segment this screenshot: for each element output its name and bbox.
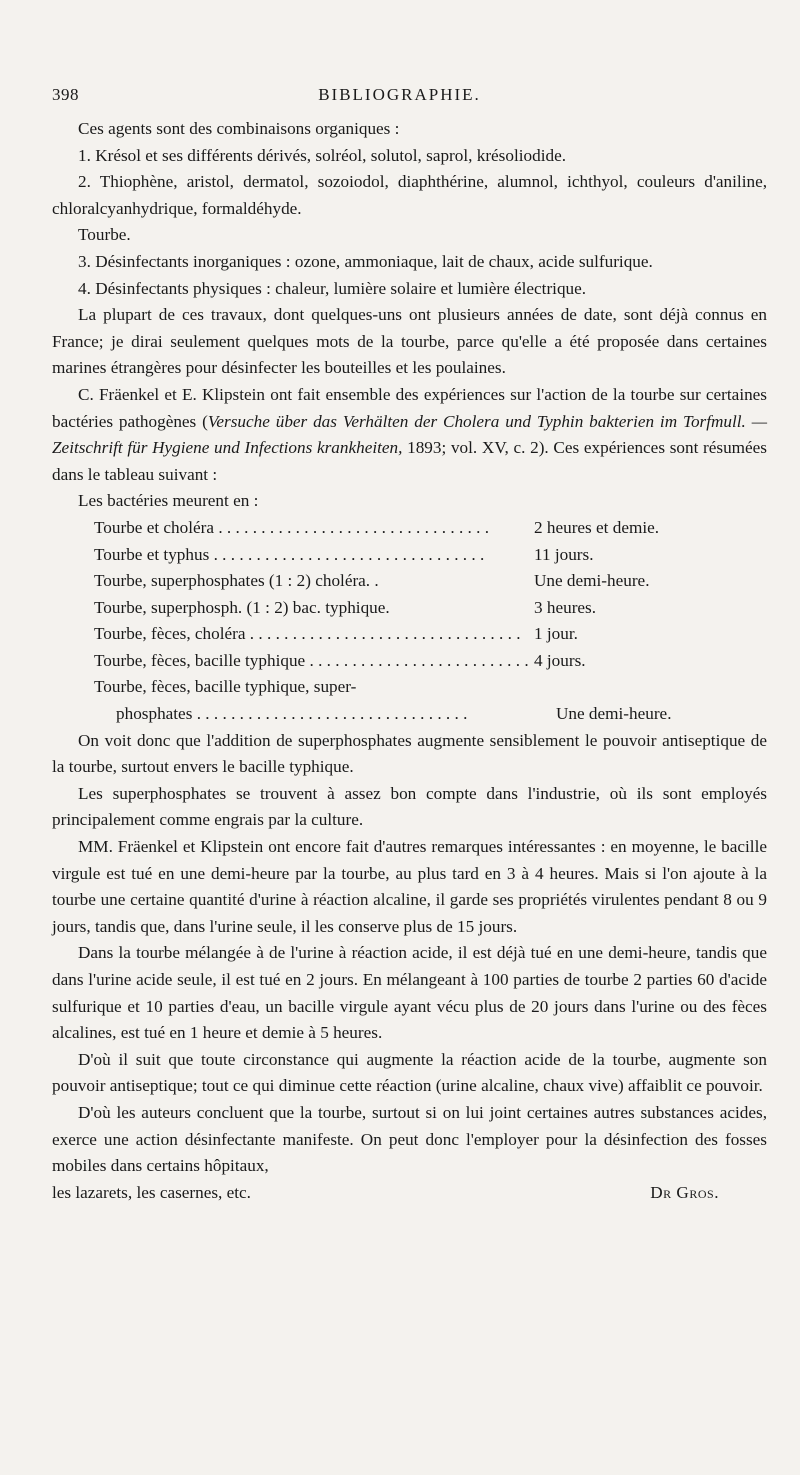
list-item-3: 3. Désinfectants inorganiques : ozone, ammoniaque, lait de chaux, acide sulfurique. <box>78 251 653 271</box>
closing-line <box>52 1180 767 1207</box>
paragraph-fraenkel-b: 1893; vol. XV, c. 2). Ces expériences sont résumées dans le tableau suivant : <box>52 438 767 484</box>
row-label: Tourbe et typhus . . . <box>94 542 534 569</box>
citation-title: Versuche über das Verhälten der Cholera und Typhin bakterien im Torfmull. — Zeitschrift für Hygiene und Infections krankheiten, <box>52 411 767 458</box>
list-item-2: 2. Thiophène, aristol, dermatol, sozoiodol, diaphthérine, alumnol, ichthyol, couleurs d'aniline, chloralcyanhydrique, formaldéhyde. <box>52 172 767 218</box>
row-label: Tourbe et choléra . . . <box>94 515 534 542</box>
table-row <box>94 542 744 569</box>
results-table <box>94 515 744 728</box>
paragraph-plupart: La plupart de ces travaux, dont quelques-uns ont plusieurs années de date, sont déjà connus en France; je dirai seulement quelques mots de la tourbe, parce qu'elle a été proposée dans certaines marines étrangères pour désinfecter les bouteilles et les poulaines. <box>52 305 767 378</box>
table-intro: Les bactéries meurent en : <box>78 491 259 511</box>
list-item-4: 4. Désinfectants physiques : chaleur, lumière solaire et lumière électrique. <box>78 278 587 298</box>
table-row <box>94 568 744 595</box>
list-item-1: 1. Krésol et ses différents dérivés, solréol, solutol, saprol, krésoliodide. <box>78 145 566 165</box>
row-label: phosphates . . . <box>94 701 556 728</box>
paragraph-intro: Ces agents sont des combinaisons organiques : <box>78 119 400 138</box>
list-item-tourbe: Tourbe. <box>78 225 131 245</box>
paragraph-last-line: les lazarets, les casernes, etc. <box>52 1182 251 1202</box>
row-label: Tourbe, fèces, choléra . . . <box>94 621 534 648</box>
row-label: Tourbe, superphosphates (1 : 2) choléra. . <box>94 571 379 591</box>
paragraph-mm: MM. Fräenkel et Klipstein ont encore fait d'autres remarques intéressantes : en moyenne, le bacille virgule est tué en une demi-heure par la tourbe, au plus tard en 3 à 4 heures. Mais si l'on ajoute à la tourbe une certaine quantité d'urine à réaction alcaline, il garde ses propriétés virulentes pendant 8 ou 9 jours, tandis que, dans l'urine seule, il les conserve plus de 15 jours. <box>52 837 767 936</box>
page-body <box>52 82 767 1206</box>
table-row-last-line1 <box>94 674 744 701</box>
row-label: Tourbe, fèces, bacille typhique . . . <box>94 648 534 675</box>
row-value: Une demi-heure. <box>534 571 650 591</box>
table-row <box>94 648 744 675</box>
row-value: 2 heures et demie. <box>534 517 660 537</box>
paragraph-voit: On voit donc que l'addition de superphosphates augmente sensiblement le pouvoir antiseptique de la tourbe, surtout envers le bacille typhique. <box>52 730 767 777</box>
paragraph-dou-1: D'où il suit que toute circonstance qui augmente la réaction acide de la tourbe, augmente son pouvoir antiseptique; tout ce qui diminue cette réaction (urine alcaline, chaux vive) affaiblit ce pouvoir. <box>52 1049 767 1096</box>
row-value: 4 jours. <box>534 650 586 670</box>
page-number: 398 <box>52 85 79 104</box>
row-label: Tourbe, superphosph. (1 : 2) bac. typhique. <box>94 597 390 617</box>
running-header <box>52 82 767 112</box>
paragraph-dou-2: D'où les auteurs concluent que la tourbe, surtout si on lui joint certaines autres substances acides, exerce une action désinfectante manifeste. On peut donc l'employer pour la désinfection des fosses mobiles dans certains hôpitaux, <box>52 1102 767 1176</box>
row-value: 3 heures. <box>534 597 597 617</box>
paragraph-superphosphates: Les superphosphates se trouvent à assez bon compte dans l'industrie, où ils sont employés principalement comme engrais par la culture. <box>52 783 767 830</box>
table-row <box>94 515 744 542</box>
row-value: 11 jours. <box>534 544 594 564</box>
paragraph-fraenkel <box>52 382 767 488</box>
table-row-last-line2 <box>94 701 744 728</box>
row-label: Tourbe, fèces, bacille typhique, super- <box>94 677 357 697</box>
paragraph-dans: Dans la tourbe mélangée à de l'urine à réaction acide, il est déjà tué en une demi-heure, tandis que dans l'urine acide seule, il est tué en 2 jours. En mélangeant à 100 parties de tourbe 2 parties 60 d'acide sulfurique et 10 parties d'eau, un bacille virgule ayant vécu plus de 20 jours dans l'urine ou des fèces alcalines, est tué en 1 heure et demie à 5 heures. <box>52 943 767 1043</box>
row-value: 1 jour. <box>534 624 578 644</box>
table-row <box>94 595 744 622</box>
table-row <box>94 621 744 648</box>
running-title: BIBLIOGRAPHIE. <box>318 85 481 104</box>
signature: Dr Gros. <box>650 1182 719 1202</box>
row-value: Une demi-heure. <box>556 704 672 724</box>
paragraph-fraenkel-a: C. Fräenkel et E. Klipstein ont fait ensemble des expériences sur l'action de la tourbe sur certaines bactéries pathogènes ( <box>52 384 767 431</box>
